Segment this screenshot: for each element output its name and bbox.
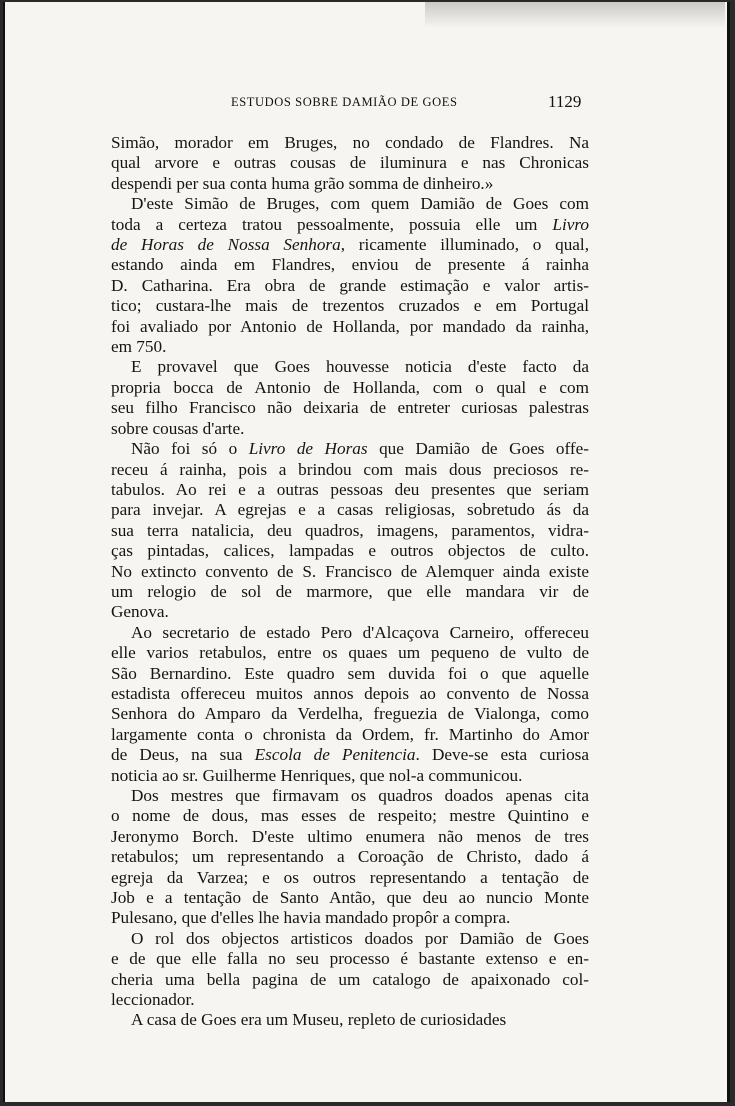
text-line bbox=[111, 623, 589, 643]
text-run: um relogio de sol de marmore, que elle mandara vir de bbox=[111, 581, 589, 601]
page-header bbox=[5, 92, 730, 115]
text-line bbox=[111, 296, 589, 316]
italic-title: Livro bbox=[552, 214, 589, 234]
text-run: A casa de Goes era um Museu, repleto de curiosidades bbox=[131, 1010, 507, 1030]
text-line bbox=[111, 255, 589, 275]
text-run: Simão, morador em Bruges, no condado de Flandres. Na bbox=[111, 133, 589, 152]
text-line bbox=[111, 194, 589, 214]
text-line bbox=[111, 684, 589, 704]
text-line bbox=[111, 766, 589, 786]
text-run: , ricamente illuminado, o qual, bbox=[340, 235, 589, 255]
text-run: Senhora do Amparo da Verdelha, freguezia de Vialonga, como bbox=[111, 704, 589, 724]
text-line bbox=[111, 602, 589, 622]
text-run: Dos mestres que firmavam os quadros doados apenas cita bbox=[131, 786, 589, 805]
text-run: O rol dos objectos artisticos doados por Damião de Goes bbox=[131, 928, 589, 948]
text-run: elle varios retabulos, entre os quaes um pequeno de vulto de bbox=[111, 643, 589, 663]
italic-title: de Horas de Nossa Senhora bbox=[111, 235, 341, 255]
paragraph bbox=[111, 439, 589, 623]
paragraph bbox=[111, 133, 589, 194]
text-line bbox=[111, 276, 589, 296]
text-run: E provavel que Goes houvesse noticia d'este facto da bbox=[131, 357, 589, 377]
text-line bbox=[111, 868, 589, 888]
text-run: Ao secretario de estado Pero d'Alcaçova Carneiro, offereceu bbox=[131, 622, 589, 642]
italic-title: Escola de Penitencia bbox=[254, 745, 416, 765]
text-run: Pulesano, que d'elles lhe havia mandado propôr a compra. bbox=[111, 908, 511, 928]
text-run: largamente conta o chronista da Ordem, fr. Martinho do Amor bbox=[111, 724, 589, 744]
text-line bbox=[111, 582, 589, 602]
text-line bbox=[111, 480, 589, 500]
text-run: despendi per sua conta huma grão somma de dinheiro.» bbox=[111, 173, 494, 193]
text-line bbox=[111, 439, 589, 459]
paragraph bbox=[111, 623, 589, 786]
text-run: que Damião de Goes offe- bbox=[367, 439, 589, 459]
text-run: Genova. bbox=[111, 602, 169, 622]
text-run: Jeronymo Borch. D'este ultimo enumera não menos de tres bbox=[111, 826, 589, 846]
text-line bbox=[111, 500, 589, 520]
text-line bbox=[111, 174, 589, 194]
text-line bbox=[111, 847, 589, 867]
text-line bbox=[111, 725, 589, 745]
text-line bbox=[111, 378, 589, 398]
body-text bbox=[111, 133, 589, 1031]
text-run: D'este Simão de Bruges, com quem Damião de Goes com bbox=[131, 194, 589, 214]
text-line bbox=[111, 970, 589, 990]
text-line bbox=[111, 745, 589, 765]
text-line bbox=[111, 949, 589, 969]
text-line bbox=[111, 337, 589, 357]
text-run: o nome de dous, mas esses de respeito; mestre Quintino e bbox=[111, 806, 589, 826]
text-line bbox=[111, 215, 589, 235]
italic-title: Livro de Horas bbox=[248, 439, 368, 459]
paragraph bbox=[111, 357, 589, 439]
text-line bbox=[111, 643, 589, 663]
text-line bbox=[111, 133, 589, 153]
text-run: foi avaliado por Antonio de Hollanda, por mandado da rainha, bbox=[111, 316, 589, 336]
text-run: tabulos. Ao rei e a outras pessoas deu presentes que seriam bbox=[111, 479, 589, 499]
text-line bbox=[111, 664, 589, 684]
text-run: Não foi só o bbox=[131, 439, 249, 459]
text-line bbox=[111, 1010, 589, 1030]
text-line bbox=[111, 990, 589, 1010]
text-run: leccionador. bbox=[111, 990, 195, 1010]
text-line bbox=[111, 562, 589, 582]
text-run: egreja da Varzea; e os outros representando a tentação de bbox=[111, 867, 589, 887]
text-line bbox=[111, 357, 589, 377]
text-run: retabulos; um representando a Coroação de Christo, dado á bbox=[111, 847, 589, 867]
text-line bbox=[111, 786, 589, 806]
running-head: ESTUDOS SOBRE DAMIÃO DE GOES bbox=[231, 95, 458, 109]
paragraph bbox=[111, 786, 589, 929]
text-run: seu filho Francisco não deixaria de entreter curiosas palestras bbox=[111, 398, 589, 418]
text-line bbox=[111, 153, 589, 173]
text-run: estadista offereceu muitos annos depois ao convento de Nossa bbox=[111, 683, 589, 703]
text-run: cheria uma bella pagina de um catalogo de apaixonado col- bbox=[111, 969, 589, 989]
text-run: propria bocca de Antonio de Hollanda, com o qual e com bbox=[111, 377, 589, 397]
text-run: em 750. bbox=[111, 337, 167, 357]
text-run: ças pintadas, calices, lampadas e outros objectos de culto. bbox=[111, 541, 589, 561]
text-run: para invejar. A egrejas e a casas religiosas, sobretudo ás da bbox=[111, 500, 589, 520]
text-line bbox=[111, 521, 589, 541]
text-line bbox=[111, 419, 589, 439]
text-line bbox=[111, 806, 589, 826]
text-line bbox=[111, 398, 589, 418]
text-run: São Bernardino. Este quadro sem duvida foi o que aquelle bbox=[111, 663, 589, 683]
text-run: No extincto convento de S. Francisco de Alemquer ainda existe bbox=[111, 561, 589, 581]
paragraph bbox=[111, 194, 589, 357]
text-run: qual arvore e outras cousas de iluminura e nas Chronicas bbox=[111, 153, 589, 173]
text-line bbox=[111, 908, 589, 928]
text-run: sua terra natalicia, deu quadros, imagens, paramentos, vidra- bbox=[111, 520, 589, 540]
text-line bbox=[111, 317, 589, 337]
text-run: sobre cousas d'arte. bbox=[111, 418, 245, 438]
paragraph bbox=[111, 929, 589, 1011]
text-line bbox=[111, 888, 589, 908]
text-line bbox=[111, 460, 589, 480]
text-run: e de que elle falla no seu processo é bastante extenso e en- bbox=[111, 949, 589, 969]
paragraph bbox=[111, 1010, 589, 1030]
text-run: Job e a tentação de Santo Antão, que deu ao nuncio Monte bbox=[111, 888, 589, 908]
text-line bbox=[111, 827, 589, 847]
text-run: noticia ao sr. Guilherme Henriques, que nol-a communicou. bbox=[111, 765, 523, 785]
text-run: receu á rainha, pois a brindou com mais dous preciosos re- bbox=[111, 459, 589, 479]
text-line bbox=[111, 704, 589, 724]
text-run: toda a certeza tratou pessoalmente, possuia elle um bbox=[111, 214, 553, 234]
text-run: de Deus, na sua bbox=[111, 745, 255, 765]
paper-stain bbox=[425, 2, 725, 28]
text-run: tico; custara-lhe mais de trezentos cruzados e em Portugal bbox=[111, 296, 589, 316]
text-run: . Deve-se esta curiosa bbox=[415, 745, 589, 765]
text-line bbox=[111, 929, 589, 949]
text-run: estando ainda em Flandres, enviou de presente á rainha bbox=[111, 255, 589, 275]
page-number: 1129 bbox=[548, 92, 582, 111]
book-page bbox=[3, 2, 730, 1102]
text-line bbox=[111, 541, 589, 561]
text-run: D. Catharina. Era obra de grande estimação e valor artis- bbox=[111, 275, 589, 295]
text-line bbox=[111, 235, 589, 255]
